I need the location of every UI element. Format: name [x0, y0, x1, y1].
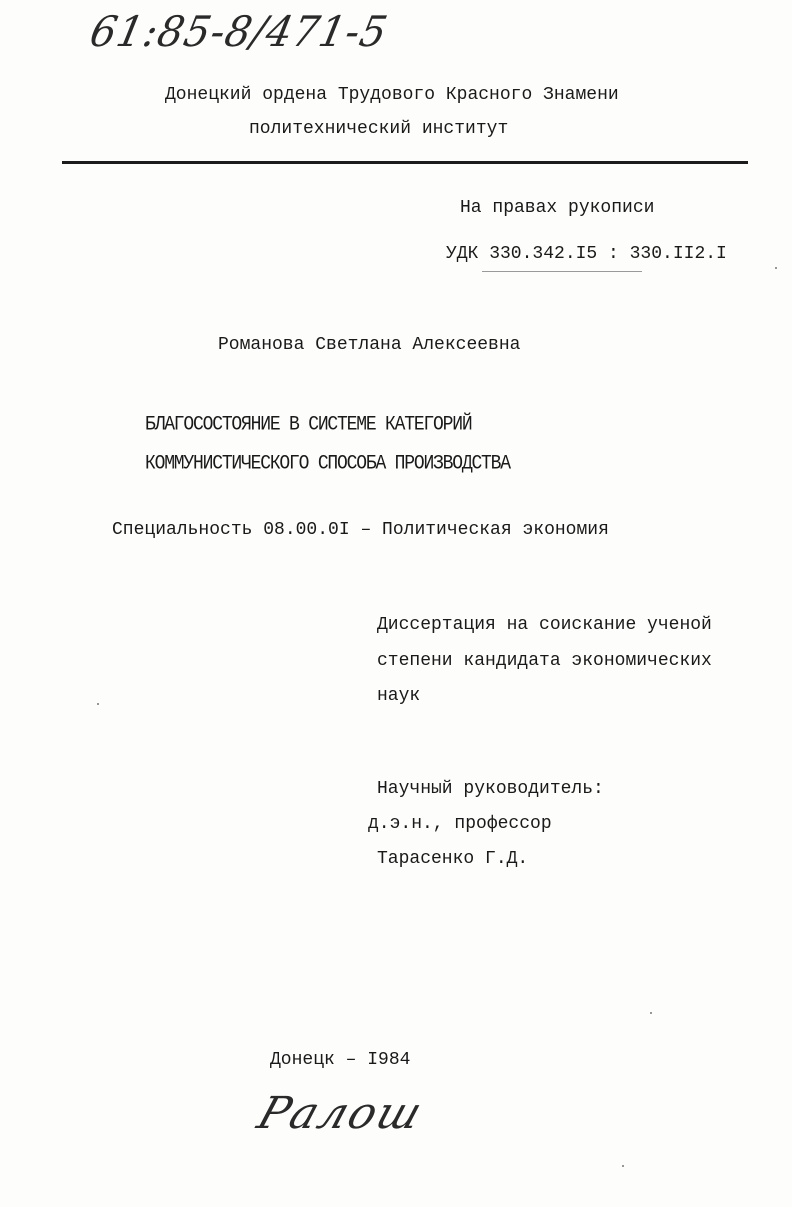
place-and-year: Донецк – I984 [270, 1050, 411, 1070]
author-name: Романова Светлана Алексеевна [218, 335, 521, 355]
dissertation-line-3: наук [377, 686, 421, 706]
dissertation-line-2: степени кандидата экономических [377, 651, 712, 671]
institution-line-1: Донецкий ордена Трудового Красного Знамени [165, 85, 619, 105]
signature: Ралош [251, 1088, 431, 1139]
specialty-line: Специальность 08.00.0I – Политическая экономия [112, 520, 609, 540]
institution-line-2: политехнический институт [249, 119, 509, 139]
scan-speck [622, 1165, 624, 1167]
supervisor-degree: д.э.н., профессор [368, 814, 552, 834]
thesis-title-line-1: БЛАГОСОСТОЯНИЕ В СИСТЕМЕ КАТЕГОРИЙ [145, 413, 472, 437]
scan-speck [775, 267, 777, 269]
thesis-title-line-2: КОММУНИСТИЧЕСКОГО СПОСОБА ПРОИЗВОДСТВА [145, 452, 510, 476]
scan-speck [97, 703, 99, 705]
udc-code: УДК 330.342.I5 : 330.II2.I [446, 244, 727, 264]
header-rule [62, 161, 748, 164]
manuscript-rights: На правах рукописи [460, 198, 655, 218]
scan-speck [650, 1012, 652, 1014]
dissertation-line-1: Диссертация на соискание ученой [377, 615, 712, 635]
udc-underline [482, 271, 642, 272]
supervisor-label: Научный руководитель: [377, 779, 604, 799]
archive-code: 61:85-8/471-5 [85, 8, 393, 57]
supervisor-name: Тарасенко Г.Д. [377, 849, 529, 869]
